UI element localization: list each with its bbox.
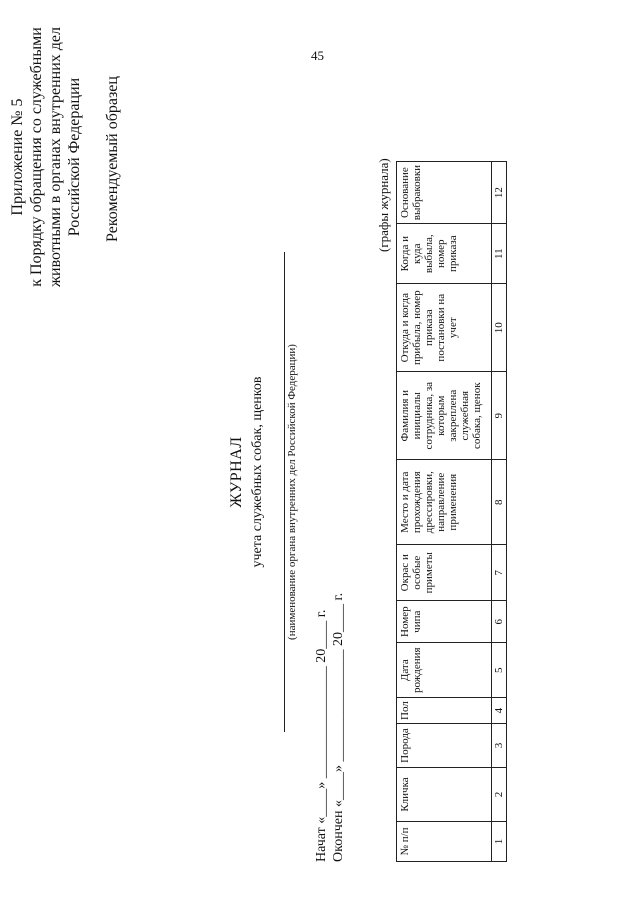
page-number: 45 <box>311 48 324 63</box>
org-caption: (наименование органа внутренних дел Российской Федерации) <box>286 344 298 640</box>
column-header: Окрас и особые приметы <box>397 545 492 601</box>
column-header: Пол <box>397 698 492 724</box>
appendix-heading <box>8 12 84 302</box>
column-number: 1 <box>492 822 507 862</box>
column-header: № п/п <box>397 822 492 862</box>
column-number: 6 <box>492 601 507 643</box>
org-name-line <box>284 252 297 732</box>
appendix-line: к Порядку обращения со служебными <box>28 27 45 287</box>
column-header: Номер чипа <box>397 601 492 643</box>
end-date-row: Окончен «____» ________________ 20____ г. <box>331 592 346 862</box>
column-header: Порода <box>397 724 492 768</box>
table-header-row <box>397 161 492 861</box>
column-header: Основание выбраковки <box>397 161 492 223</box>
start-date-row: Начат «____» ________________ 20____ г. <box>314 609 329 862</box>
appendix-line: животными в органах внутренних дел <box>47 26 64 288</box>
column-header: Место и дата прохождения дрессировки, направление применения <box>397 460 492 545</box>
column-header: Дата рождения <box>397 643 492 698</box>
column-number: 12 <box>492 161 507 223</box>
column-number: 10 <box>492 284 507 372</box>
journal-subtitle: учета служебных собак, щенков <box>250 376 265 568</box>
sample-label: Рекомендуемый образец <box>104 76 121 242</box>
journal-table <box>396 161 507 862</box>
column-number: 8 <box>492 460 507 545</box>
appendix-line: Российской Федерации <box>66 77 83 237</box>
column-number: 9 <box>492 372 507 460</box>
journal-title: ЖУРНАЛ <box>228 436 245 508</box>
column-number: 2 <box>492 768 507 822</box>
column-number: 7 <box>492 545 507 601</box>
column-number: 11 <box>492 224 507 284</box>
rotated-form-sheet <box>8 26 505 862</box>
column-number: 5 <box>492 643 507 698</box>
columns-note: (графы журнала) <box>376 158 391 252</box>
appendix-line: Приложение № 5 <box>9 98 26 216</box>
column-number: 4 <box>492 698 507 724</box>
column-number-row <box>492 161 507 861</box>
column-header: Когда и куда выбыла, номер приказа <box>397 224 492 284</box>
journal-dates <box>313 593 347 862</box>
column-number: 3 <box>492 724 507 768</box>
column-header: Фамилия и инициалы сотрудника, за которым закреплена служебная собака, щенок <box>397 372 492 460</box>
column-header: Кличка <box>397 768 492 822</box>
column-header: Откуда и когда прибыла, номер приказа постановки на учет <box>397 284 492 372</box>
